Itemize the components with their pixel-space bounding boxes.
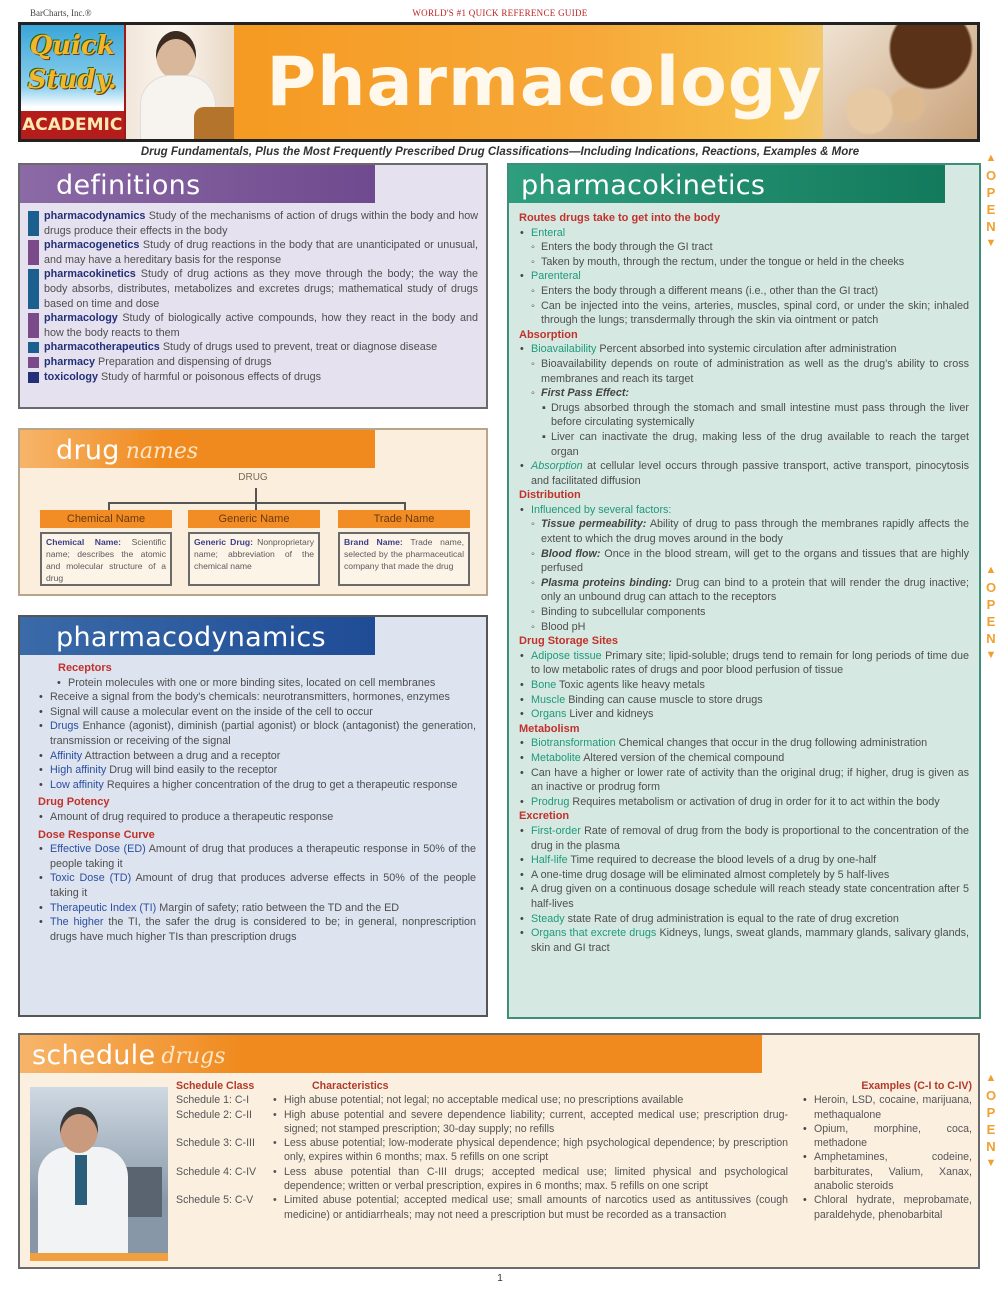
bullet-square-icon — [28, 240, 39, 265]
item-text: Requires a higher concentration of the drug to get a therapeutic response — [106, 778, 458, 791]
logo-line-2: Study. — [27, 65, 117, 95]
examples-list — [802, 1093, 972, 1222]
list-item: • Chloral hydrate, meprobamate, paraldehyde, phenobarbital — [802, 1193, 972, 1222]
list-item — [519, 605, 969, 620]
pharmacokinetics-panel — [507, 163, 981, 1019]
tree-root-label: DRUG — [238, 472, 268, 483]
definition-item — [28, 238, 478, 267]
schedule-class: Schedule 4: C-IV — [176, 1165, 257, 1178]
list-item — [519, 226, 969, 241]
item-text: Amount of drug that produces adverse effects in 50% of the people taking it — [50, 872, 476, 899]
distribution-list — [519, 503, 969, 518]
dose-response-heading: Dose Response Curve — [38, 828, 155, 841]
item-text: Amount of drug required to produce a therapeutic response — [50, 810, 334, 823]
distribution-factors-list — [519, 517, 969, 634]
fold-letter: O — [985, 580, 997, 595]
arrow-up-icon: ▲ — [985, 564, 997, 576]
schedule-row — [176, 1193, 788, 1222]
item-text: Time required to decrease the blood levels of a drug by one-half — [570, 854, 877, 867]
list-item — [38, 871, 476, 900]
item-text: Receive a signal from the body's chemicals: neurotransmitters, hormones, enzymes — [50, 691, 450, 704]
arrow-down-icon: ▼ — [985, 237, 997, 249]
pharmacodynamics-list — [38, 690, 476, 792]
item-key: Blood flow: — [541, 547, 601, 560]
fold-letter: E — [986, 1122, 996, 1137]
pharmacodynamics-panel — [18, 615, 488, 1017]
distribution-key: Influenced by several factors: — [531, 503, 672, 516]
routes-heading: Routes drugs take to get into the body — [519, 212, 721, 224]
list-item: ◦ Enters the body through a different means (i.e., other than the GI tract) — [519, 284, 969, 299]
definition-text: Study of drug reactions in the body that are unanticipated or unusual, and may have a hereditary basis for the response — [44, 239, 479, 266]
fold-letter: P — [986, 185, 996, 200]
list-item — [519, 868, 969, 883]
chemical-name-text: Scientific name; describes the atomic and molecular structure of a drug — [46, 537, 166, 583]
item-text: Signal will cause a molecular event on the inside of the cell to occur — [50, 705, 373, 718]
list-item — [38, 690, 476, 705]
item-key: Half-life — [531, 854, 568, 867]
definition-term: pharmacodynamics — [44, 210, 146, 222]
schedule-class: Schedule 1: C-I — [176, 1094, 250, 1107]
arrow-up-icon: ▲ — [985, 1072, 997, 1084]
item-key: Adipose tissue — [531, 649, 602, 662]
col-header-characteristics: Characteristics — [312, 1080, 389, 1092]
list-item: ◦ Enters the body through the GI tract — [519, 240, 969, 255]
page-subtitle: Drug Fundamentals, Plus the Most Frequently Prescribed Drug Classifications—Including Indications, Reactions, Examples & More — [140, 146, 860, 158]
potency-heading: Drug Potency — [38, 796, 110, 809]
open-fold-marker — [984, 562, 998, 664]
item-key: Muscle — [531, 693, 566, 706]
list-item — [519, 707, 969, 722]
first-pass-list — [519, 401, 969, 459]
generic-name-text: Nonproprietary name; abbreviation of the chemical name — [194, 537, 314, 571]
chemical-name-term: Chemical Name: — [46, 537, 122, 547]
open-fold-marker — [984, 150, 998, 252]
generic-name-header: Generic Name — [188, 510, 320, 528]
list-item: ◦ Can be injected into the veins, arteries, muscles, spinal cord, or under the skin; inhaled through the lungs; transdermally through the skin via ointment or patch — [519, 299, 969, 328]
pharmacokinetics-title: pharmacokinetics — [521, 170, 766, 201]
definition-text: Preparation and dispensing of drugs — [98, 355, 272, 368]
item-key: Affinity — [50, 749, 83, 762]
storage-list — [519, 649, 969, 722]
item-key: Biotransformation — [531, 737, 616, 750]
item-key: Prodrug — [531, 795, 570, 808]
item-text: Rate of removal of drug from the body is proportional to the concentration of the drug in the plasma — [531, 824, 969, 852]
absorption-text: at cellular level occurs through passive transport, active transport, pinocytosis and facilitated diffusion — [531, 460, 969, 487]
definition-term: pharmacology — [44, 312, 118, 325]
bioavailability-key: Bioavailability — [531, 343, 597, 356]
bullet-square-icon — [28, 269, 39, 309]
schedule-title: schedule — [32, 1040, 156, 1071]
photo-head-shape — [156, 31, 196, 79]
item-text: Primary site; lipid-soluble; drugs tend to remain for long periods of time due to low metabolic rates of drugs and poor blood perfusion of tissue — [531, 649, 969, 677]
item-text: Drug will bind easily to the receptor — [109, 764, 278, 777]
definitions-panel — [18, 163, 488, 409]
item-text: Chemical changes that occur in the drug following administration — [618, 737, 928, 750]
absorption-heading: Absorption — [519, 328, 578, 341]
pharmacodynamics-body — [38, 661, 476, 944]
item-key: Effective Dose (ED) — [50, 843, 146, 856]
schedule-rows — [176, 1093, 788, 1222]
definition-text: Study of harmful or poisonous effects of drugs — [101, 370, 322, 383]
list-item — [519, 620, 969, 635]
list-item — [519, 459, 969, 488]
item-text: Kidneys, lungs, sweat glands, mammary glands, salivary glands, skin and GI tract — [531, 927, 969, 954]
item-key: Drugs — [50, 720, 79, 733]
item-text: Binding can cause muscle to store drugs — [568, 693, 763, 706]
list-item — [519, 795, 969, 810]
list-item — [519, 853, 969, 868]
bioavailability-text: Percent absorbed into systemic circulation after administration — [599, 343, 897, 356]
definition-term: pharmacogenetics — [44, 239, 140, 252]
list-item — [519, 576, 969, 605]
logo-line-3: ACADEMIC — [21, 111, 124, 139]
pharmacist-photo — [126, 25, 235, 139]
route-list — [519, 226, 969, 241]
open-fold-marker — [984, 1070, 998, 1172]
schedule-class: Schedule 3: C-III — [176, 1137, 255, 1150]
item-text: A drug given on a continuous dosage schedule will reach steady state concentration after 5 half-lives — [531, 883, 969, 910]
absorption-list-2 — [519, 459, 969, 488]
list-item: • Amphetamines, codeine, barbiturates, Valium, Xanax, anabolic steroids — [802, 1150, 972, 1193]
fold-letter: N — [986, 219, 996, 234]
definition-term: toxicology — [44, 370, 98, 383]
list-item — [519, 882, 969, 911]
item-text: the TI, the safer the drug is considered to be; in general, nonprescription drugs have much higher TIs than prescription drugs — [50, 916, 476, 943]
schedule-drugs-panel — [18, 1033, 980, 1269]
routes-list — [519, 226, 969, 328]
list-item — [38, 915, 476, 944]
title-band — [234, 25, 822, 139]
item-text: A one-time drug dosage will be eliminated almost completely by 5 half-lives — [531, 868, 890, 881]
item-text: state Rate of drug administration is equal to the rate of drug excretion — [567, 912, 899, 925]
item-text: Binding to subcellular components — [541, 606, 706, 619]
definition-term: pharmacotherapeutics — [44, 341, 160, 354]
fold-letter: N — [986, 1139, 996, 1154]
schedule-characteristics: • High abuse potential and severe dependence liability; current, accepted medical use; prescription drug-signed; not stamped prescription; 30-day supply; no refills — [272, 1108, 788, 1137]
route-label: Enteral — [531, 226, 566, 239]
item-text: Once in the blood stream, will get to the organs and tissues that are highly perfused — [541, 547, 969, 575]
definition-term: pharmacokinetics — [44, 268, 136, 281]
definition-item — [28, 370, 478, 385]
schedule-header-row — [176, 1079, 788, 1093]
publisher-label: BarCharts, Inc.® — [30, 8, 92, 18]
fold-letter: P — [986, 597, 996, 612]
trade-name-desc — [338, 532, 470, 586]
col-header-examples: Examples (C-I to C-IV) — [861, 1080, 972, 1092]
definition-item — [28, 311, 478, 340]
item-text: Liver and kidneys — [569, 708, 654, 721]
item-key: Therapeutic Index (TI) — [50, 901, 157, 914]
potency-list — [38, 810, 476, 825]
item-text: Altered version of the chemical compound — [583, 751, 785, 764]
schedule-examples — [802, 1079, 972, 1222]
schedule-characteristics: • High abuse potential; not legal; no acceptable medical use; no prescriptions available — [272, 1093, 788, 1107]
item-key: Steady — [531, 912, 565, 925]
first-pass-label: First Pass Effect: — [541, 387, 630, 400]
bullet-square-icon — [28, 313, 39, 338]
trade-name-term: Brand Name: — [344, 537, 403, 547]
definition-item — [28, 209, 478, 238]
list-item — [38, 901, 476, 916]
generic-name-term: Generic Drug: — [194, 537, 254, 547]
list-item — [38, 705, 476, 720]
item-text: Margin of safety; ratio between the TD and the ED — [159, 901, 400, 914]
arrow-down-icon: ▼ — [985, 1157, 997, 1169]
list-item — [519, 751, 969, 766]
fold-letter: N — [986, 631, 996, 646]
item-key: The higher — [50, 916, 104, 929]
list-item: ▪ Liver can inactivate the drug, making less of the drug available to reach the target organ — [519, 430, 969, 459]
arrow-down-icon: ▼ — [985, 649, 997, 661]
list-item: • Protein molecules with one or more binding sites, located on cell membranes — [56, 676, 476, 691]
item-key: Tissue permeability: — [541, 518, 647, 531]
definition-text: Study of drug actions as they move through the body; the way the body absorbs, distributes, metabolizes and excretes drugs; mathematical study of drugs based on time and dose — [44, 268, 479, 310]
excretion-list — [519, 824, 969, 955]
list-item — [519, 693, 969, 708]
pharmacokinetics-header — [509, 165, 945, 203]
absorption-list — [519, 342, 969, 357]
receptors-heading: Receptors — [58, 662, 112, 674]
metabolism-heading: Metabolism — [519, 722, 580, 735]
quickstudy-logo — [21, 25, 126, 139]
pharmacodynamics-title: pharmacodynamics — [56, 622, 326, 653]
fold-letter: E — [986, 202, 996, 217]
distribution-heading: Distribution — [519, 489, 581, 502]
bullet-square-icon — [28, 342, 39, 353]
excretion-heading: Excretion — [519, 810, 570, 823]
list-item — [38, 719, 476, 748]
schedule-row — [176, 1165, 788, 1194]
definition-item — [28, 355, 478, 370]
item-text: Toxic agents like heavy metals — [559, 679, 705, 691]
photo-head-shape — [60, 1107, 98, 1153]
item-key: Toxic Dose (TD) — [50, 872, 132, 885]
item-key: Organs — [531, 708, 567, 721]
chemical-name-box — [40, 510, 172, 586]
absorption-key: Absorption — [531, 460, 583, 473]
list-item — [519, 269, 969, 284]
col-header-class: Schedule Class — [176, 1080, 255, 1092]
route-sub-list — [519, 284, 969, 328]
definitions-title: definitions — [56, 170, 201, 201]
page-title: Pharmacology — [266, 42, 823, 122]
list-item: ◦ Taken by mouth, through the rectum, under the tongue or held in the cheeks — [519, 255, 969, 270]
definition-text: Study of the mechanisms of action of drugs within the body and how drugs produce their effects in the body — [44, 210, 479, 237]
definitions-list — [28, 209, 478, 384]
pills-photo — [823, 25, 977, 139]
schedule-table — [176, 1079, 788, 1222]
item-text: Amount of drug that produces a therapeutic response in 50% of the people taking it — [50, 843, 476, 870]
list-item — [519, 678, 969, 693]
guide-label: WORLD'S #1 QUICK REFERENCE GUIDE — [412, 8, 588, 18]
schedule-class: Schedule 5: C-V — [176, 1194, 254, 1207]
route-list — [519, 269, 969, 284]
item-key: High affinity — [50, 764, 107, 777]
definition-text: Study of drugs used to prevent, treat or diagnose disease — [162, 341, 438, 354]
photo-hand-shape — [194, 107, 234, 139]
doctor-photo — [30, 1087, 168, 1261]
item-key: First-order — [531, 824, 581, 837]
item-text: Ability of drug to pass through the membranes rapidly affects the extent to which the drug moves around in the body — [541, 518, 970, 546]
list-item — [519, 342, 969, 357]
item-key: Plasma proteins binding: — [541, 576, 672, 589]
list-item — [519, 736, 969, 751]
schedule-header — [20, 1035, 762, 1073]
chemical-name-header: Chemical Name — [40, 510, 172, 528]
item-key: Bone — [531, 679, 557, 691]
list-item — [519, 649, 969, 678]
list-item: • Opium, morphine, coca, methadone — [802, 1122, 972, 1151]
definition-item — [28, 340, 478, 355]
list-item — [38, 749, 476, 764]
definition-text: Study of biologically active compounds, how they react in the body and how the body reacts to them — [44, 312, 478, 339]
drug-names-title: drug — [56, 435, 120, 466]
photo-shelf-shape — [122, 1167, 162, 1217]
drug-names-header — [20, 430, 375, 468]
fold-letter: E — [986, 614, 996, 629]
route-sub-list — [519, 240, 969, 269]
list-item — [38, 810, 476, 825]
schedule-characteristics: • Less abuse potential than C-III drugs; accepted medical use; limited physical and psychological dependence; written or verbal prescription, expires in 6 months; max. 5 refills on one script — [272, 1165, 788, 1194]
drug-names-panel — [18, 428, 488, 596]
definition-term: pharmacy — [44, 355, 96, 368]
definitions-header — [20, 165, 375, 203]
list-item — [519, 503, 969, 518]
dose-response-list — [38, 842, 476, 944]
fold-letter: O — [985, 1088, 997, 1103]
item-text: Blood pH — [541, 620, 586, 633]
list-item: • Heroin, LSD, cocaine, marijuana, methaqualone — [802, 1093, 972, 1122]
list-item: ▪ Drugs absorbed through the stomach and small intestine must pass through the liver before circulating systemically — [519, 401, 969, 430]
item-text: Enhance (agonist), diminish (partial agonist) or block (antagonist) the generation, transmission or receiving of the signal — [50, 720, 476, 747]
generic-name-desc — [188, 532, 320, 586]
schedule-row — [176, 1093, 788, 1107]
list-item: ◦ Bioavailability depends on route of administration as well as the drug's ability to cross membranes and reach its target — [519, 357, 969, 386]
list-item — [38, 778, 476, 793]
definition-item — [28, 267, 478, 311]
photo-tie-shape — [75, 1155, 87, 1205]
bullet-square-icon — [28, 357, 39, 368]
chemical-name-desc — [40, 532, 172, 586]
list-item — [519, 517, 969, 546]
receptors-sub-list — [38, 676, 476, 691]
logo-line-1: Quick — [29, 31, 115, 61]
item-text: Requires metabolism or activation of drug in order for it to act within the body — [572, 795, 940, 808]
pharmacodynamics-header — [20, 617, 375, 655]
list-item — [519, 386, 969, 401]
schedule-row — [176, 1136, 788, 1165]
item-text: Can have a higher or lower rate of activity than the original drug; if higher, drug is given as an inactive or prodrug form — [531, 766, 969, 794]
bullet-square-icon — [28, 211, 39, 236]
title-banner — [18, 22, 980, 142]
list-item — [519, 912, 969, 927]
list-item — [519, 824, 969, 853]
route-label: Parenteral — [531, 270, 581, 283]
bioavailability-sub-list — [519, 357, 969, 401]
schedule-characteristics: • Limited abuse potential; accepted medical use; small amounts of narcotics used as antitussives (cough medicine) or antidiarrheals; may not need a prescription but must be recorded as a transaction — [272, 1193, 788, 1222]
list-item — [519, 547, 969, 576]
page-number: 1 — [497, 1273, 503, 1284]
fold-letter: P — [986, 1105, 996, 1120]
item-key: Organs that excrete drugs — [531, 927, 657, 940]
storage-heading: Drug Storage Sites — [519, 635, 619, 648]
item-text: Attraction between a drug and a receptor — [84, 749, 281, 762]
list-item — [519, 926, 969, 955]
item-key: Low affinity — [50, 778, 104, 791]
schedule-characteristics: • Less abuse potential; low-moderate physical dependence; high psychological dependence; by prescription only, expires within 6 months; max. 5 refills on one script — [272, 1136, 788, 1165]
schedule-title-italic: drugs — [161, 1044, 226, 1069]
fold-letter: O — [985, 168, 997, 183]
drug-names-title-italic: names — [125, 439, 199, 464]
metabolism-list — [519, 736, 969, 809]
trade-name-box — [338, 510, 470, 586]
list-item — [38, 763, 476, 778]
trade-name-text: Trade name, selected by the pharmaceutical company that made the drug — [344, 537, 465, 571]
pharmacokinetics-body — [519, 211, 969, 955]
list-item — [38, 842, 476, 871]
list-item — [519, 766, 969, 795]
item-key: Metabolite — [531, 751, 581, 764]
schedule-row — [176, 1108, 788, 1137]
item-text: Drug can bind to a protein that will render the drug inactive; only an unbound drug can attach to the receptors — [541, 576, 969, 604]
arrow-up-icon: ▲ — [985, 152, 997, 164]
generic-name-box — [188, 510, 320, 586]
trade-name-header: Trade Name — [338, 510, 470, 528]
top-line — [30, 6, 970, 20]
schedule-class: Schedule 2: C-II — [176, 1108, 252, 1121]
bullet-square-icon — [28, 372, 39, 383]
